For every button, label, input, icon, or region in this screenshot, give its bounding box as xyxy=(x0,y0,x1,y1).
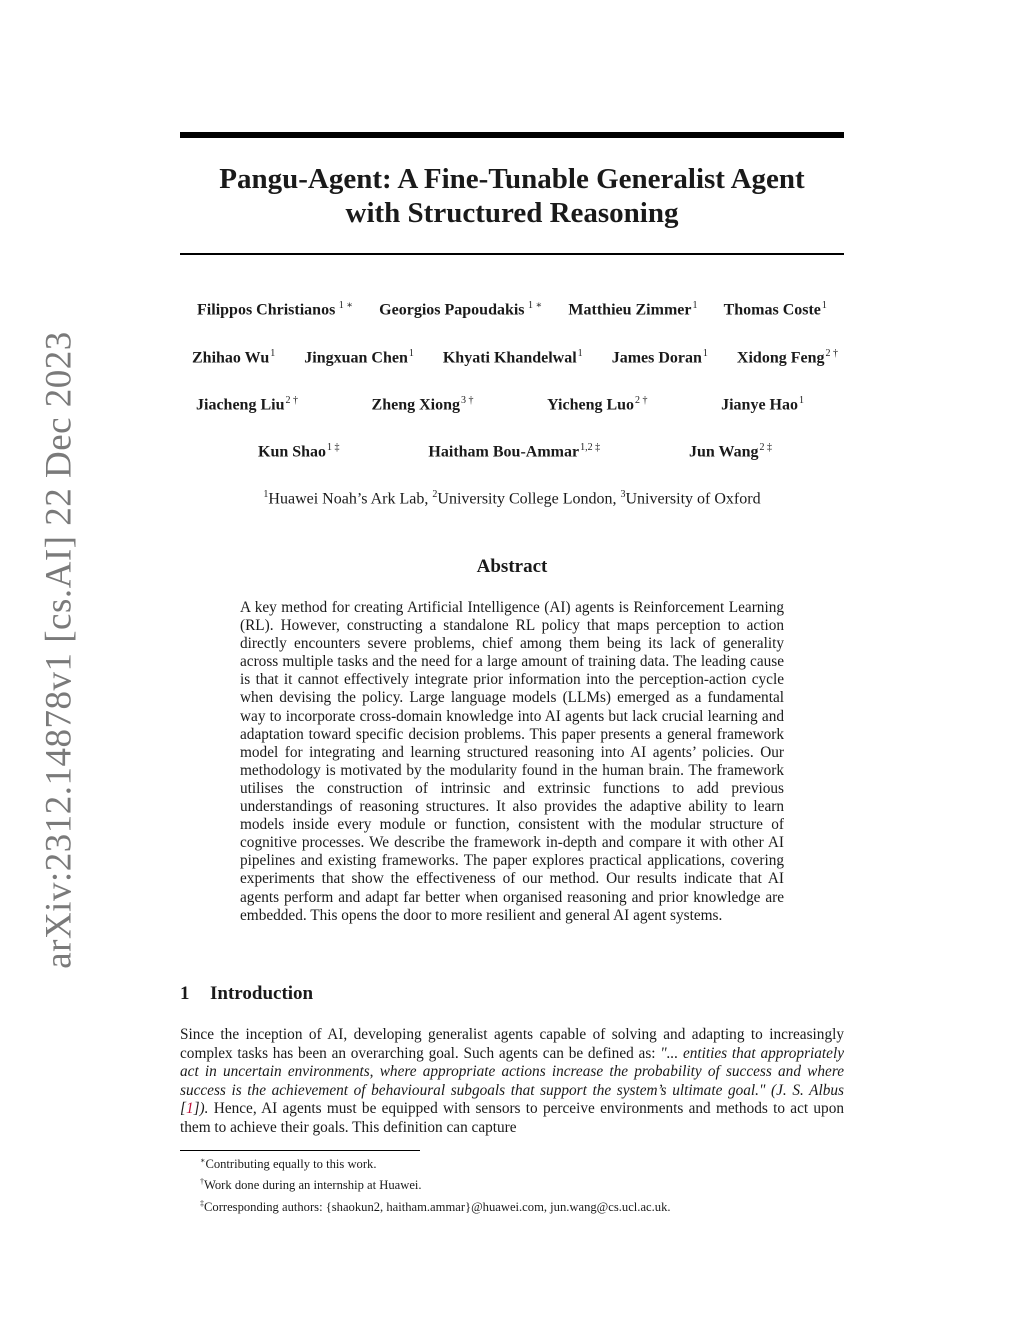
author: Khyati Khandelwal$^1$ xyxy=(442,348,583,367)
title-bottom-rule xyxy=(180,253,844,255)
footnote: ‡Corresponding authors: {shaokun2, haitham.ammar}@huawei.com, jun.wang@cs.ucl.ac.uk. xyxy=(200,1198,671,1214)
section-number: 1 xyxy=(180,983,190,1004)
footnote-rule xyxy=(180,1150,420,1151)
section-heading xyxy=(180,983,313,1005)
author-row-4 xyxy=(180,442,844,461)
author-row-2 xyxy=(180,348,844,367)
author: Filippos Christianos $^{1 ∗}$ xyxy=(197,300,354,319)
title-top-rule xyxy=(180,132,844,138)
citation-link[interactable]: 1 xyxy=(185,1100,194,1118)
footnote: †Work done during an internship at Huawei. xyxy=(200,1177,422,1193)
author: Zheng Xiong$^{3 \dagger}$ xyxy=(371,395,474,414)
footnote: ∗Contributing equally to this work. xyxy=(200,1156,377,1172)
author: Georgios Papoudakis $^{1 ∗}$ xyxy=(379,300,543,319)
footnotes xyxy=(200,1152,840,1216)
intro-paragraph: Since the inception of AI, developing generalist agents capable of solving and adapting to increasingly complex tasks has been an overarching goal. Such agents can be defined as: "... entities that appropriately act in uncertain environments, where appropriate actions increase the probability of success and where success is the achievement of behavioural subgoals that support the system’s ultimate goal." (J. S. Albus [1]). Hence, AI agents must be equipped with sensors to perceive environments and methods to act upon them to achieve their goals. This definition can capture xyxy=(180,1026,844,1136)
affiliations: $^1$Huawei Noah’s Ark Lab, $^2$University College London, $^3$University of Oxford xyxy=(263,489,761,508)
author: Yicheng Luo$^{2 \dagger}$ xyxy=(547,395,648,414)
author-row-1 xyxy=(180,300,844,319)
arxiv-identifier: arXiv:2312.14878v1 [cs.AI] 22 Dec 2023 xyxy=(38,331,80,969)
author: Jingxuan Chen$^1$ xyxy=(304,348,414,367)
paper-title xyxy=(180,162,844,230)
section-title: Introduction xyxy=(210,983,314,1004)
author: Jianye Hao$^1$ xyxy=(721,395,804,414)
author: James Doran$^1$ xyxy=(611,348,708,367)
title-line-1: Pangu-Agent: A Fine-Tunable Generalist Agent xyxy=(219,163,805,195)
abstract-body: A key method for creating Artificial Intelligence (AI) agents is Reinforcement Learning (RL). However, constructing a standalone RL policy that maps perception to action directly encounters severe problems, chief among them being its lack of generality across multiple tasks and the need for a large amount of training data. The leading cause is that it cannot effectively integrate prior information into the perception-action cycle when devising the policy. Large language models (LLMs) emerged as a fundamental way to incorporate cross-domain knowledge into AI agents but lack crucial learning and adaptation toward specific decision problems. This paper presents a general framework model for integrating and learning structured reasoning into AI agents’ policies. Our methodology is motivated by the modularity found in the human brain. The framework utilises the construction of intrinsic and extrinsic functions to add previous understandings of reasoning structures. It also provides the adaptive ability to learn models inside every module or function, consistent with the modular structure of cognitive processes. We describe the framework in-depth and compare it with other AI pipelines and existing frameworks. The paper explores practical applications, covering experiments that show the effectiveness of our method. Our results indicate that AI agents perform and adapt far better when organised reasoning and prior knowledge are embedded. This opens the door to more resilient and general AI agent systems. xyxy=(240,599,784,924)
abstract-heading: Abstract xyxy=(476,556,548,577)
author-row-3 xyxy=(180,395,844,414)
title-line-2: with Structured Reasoning xyxy=(345,197,679,229)
author: Kun Shao$^{1 \ddagger}$ xyxy=(258,442,340,461)
author: Jiacheng Liu$^{2 \dagger}$ xyxy=(196,395,298,414)
author: Haitham Bou-Ammar$^{1,2 \ddagger}$ xyxy=(428,442,601,461)
albus-quote: "... entities that appropriately act in uncertain environments, where appropriate actions increase the probability of success and where success is the achievement of behavioural subgoals that support the system’s ultimate goal." (J. S. Albus [1]). xyxy=(180,1044,844,1118)
author: Matthieu Zimmer$^1$ xyxy=(568,300,698,319)
author: Thomas Coste$^1$ xyxy=(723,300,827,319)
author: Zhihao Wu$^1$ xyxy=(192,348,276,367)
author: Jun Wang$^{2 \ddagger}$ xyxy=(688,442,772,461)
author: Xidong Feng$^{2 \dagger}$ xyxy=(736,348,838,367)
